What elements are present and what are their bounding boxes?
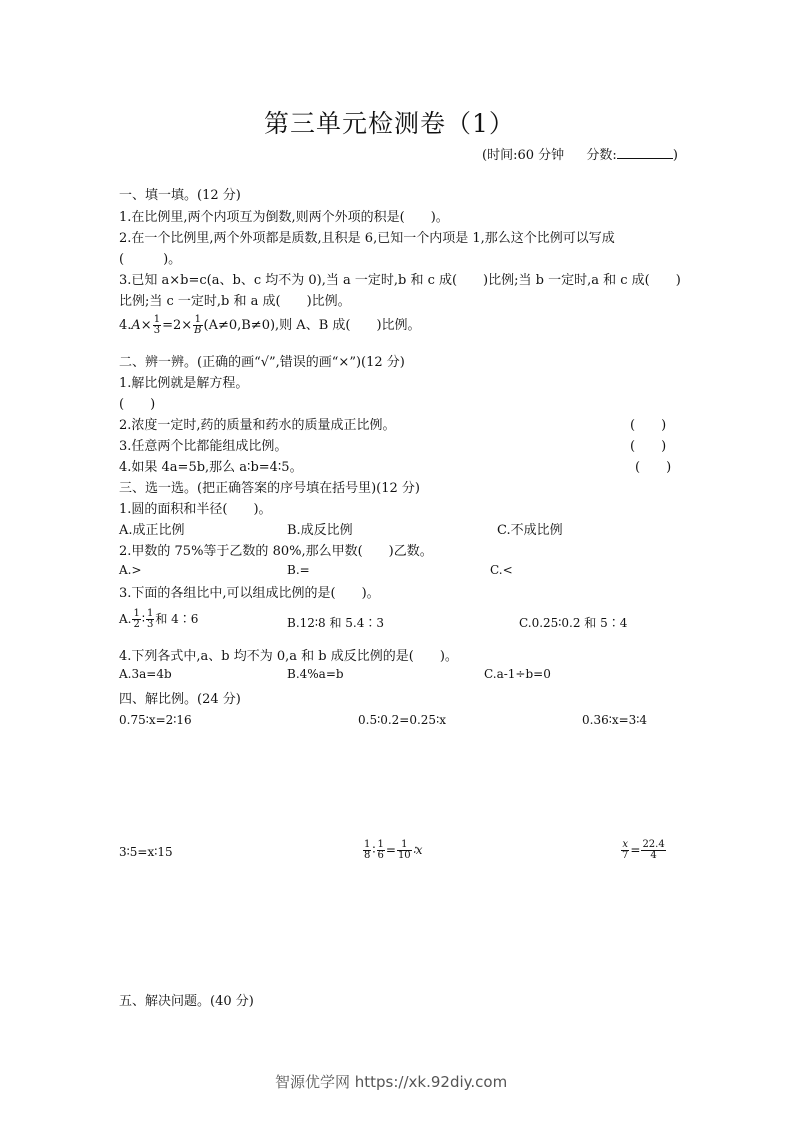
frac-denominator: 3 <box>153 325 161 336</box>
s3-q3-option-c: C.0.25∶0.2 和 5∶4 <box>519 616 628 630</box>
s3-q2-option-b: B.= <box>287 563 310 577</box>
s2-q2-paren: ( ) <box>630 418 667 433</box>
s4-equation-1: 0.75∶x=2∶16 <box>119 713 192 727</box>
s3-q3-option-a <box>119 609 198 630</box>
s1-q4-times: × <box>140 318 152 333</box>
section3-heading: 三、选一选。(把正确答案的序号填在括号里)(12 分) <box>119 481 420 496</box>
s1-q4-A: A <box>131 318 141 333</box>
frac-numerator: x <box>622 839 628 850</box>
section1-heading: 一、填一填。(12 分) <box>119 188 241 203</box>
s3-q1-option-c: C.不成比例 <box>497 523 563 538</box>
s4-equation-6 <box>620 840 667 861</box>
s4-equation-2: 0.5∶0.2=0.25∶x <box>358 713 446 727</box>
section4-heading: 四、解比例。(24 分) <box>119 692 241 707</box>
frac-numerator: 1 <box>397 840 412 851</box>
s3-q3-a-frac2 <box>146 609 154 630</box>
s4-e6-eq: = <box>630 843 641 857</box>
s1-q3-line1: 3.已知 a×b=c(a、b、c 均不为 0),当 a 一定时,b 和 c 成( )比例;当 b 一定时,a 和 c 成( ) <box>119 273 681 288</box>
frac-denominator: 8 <box>364 850 371 861</box>
s4-equation-5 <box>362 840 423 861</box>
score-blank <box>617 147 673 159</box>
s4-e5-colon1: ∶ <box>372 843 376 857</box>
s3-q4-option-a: A.3a=4b <box>119 667 172 681</box>
frac-denominator: 7 <box>622 850 629 861</box>
frac-numerator: 22.4 <box>642 839 665 850</box>
s1-q2-line2: ( )。 <box>119 252 182 267</box>
frac-numerator: 1 <box>133 608 140 619</box>
s1-q4-mid: =2× <box>162 318 193 333</box>
s3-q3-a-prefix: A. <box>119 612 132 626</box>
s4-e5-eq: = <box>385 843 396 857</box>
s4-e6-frac2 <box>641 840 665 861</box>
section5-heading: 五、解决问题。(40 分) <box>119 994 254 1009</box>
s2-q3: 3.任意两个比都能组成比例。 <box>119 439 288 454</box>
s2-q2: 2.浓度一定时,药的质量和药水的质量成正比例。 <box>119 418 396 433</box>
s1-q4-frac1 <box>153 315 161 336</box>
s3-q1-option-a: A.成正比例 <box>119 523 185 538</box>
s3-q2: 2.甲数的 75%等于乙数的 80%,那么甲数( )乙数。 <box>119 544 433 559</box>
s4-e6-frac1 <box>621 840 629 861</box>
page-title: 第三单元检测卷（1） <box>264 109 515 138</box>
frac-denominator: 6 <box>377 850 384 861</box>
s4-equation-3: 0.36∶x=3∶4 <box>582 713 648 727</box>
s3-q2-option-c: C.< <box>490 563 513 577</box>
frac-numerator: 1 <box>364 839 371 850</box>
s2-q4-paren: ( ) <box>635 460 672 475</box>
s3-q2-option-a: A.> <box>119 563 142 577</box>
s3-q3-a-colon: ∶ <box>141 612 145 626</box>
s1-q2-line1: 2.在一个比例里,两个外项都是质数,且积是 6,已知一个内项是 1,那么这个比例可以写成 <box>119 231 615 246</box>
s1-q4 <box>119 314 421 336</box>
frac-numerator: 1 <box>153 314 161 325</box>
s2-q1: 1.解比例就是解方程。 <box>119 376 249 391</box>
frac-denominator: 2 <box>133 619 140 630</box>
s4-equation-4: 3∶5=x∶15 <box>119 845 173 859</box>
s3-q4-option-b: B.4%a=b <box>287 667 344 681</box>
s1-q4-num: 4. <box>119 318 132 333</box>
s4-e5-colon2: ∶x <box>412 843 423 857</box>
s4-e5-frac3 <box>397 840 412 861</box>
frac-numerator: 1 <box>194 314 201 325</box>
section2-heading: 二、辨一辨。(正确的画“√”,错误的画“×”)(12 分) <box>119 355 405 370</box>
frac-numerator: 1 <box>377 839 384 850</box>
s3-q1: 1.圆的面积和半径( )。 <box>119 502 272 517</box>
s1-q4-frac2 <box>193 315 202 336</box>
frac-denominator: 10 <box>397 850 411 861</box>
time-text: (时间:60 分钟 <box>482 148 565 163</box>
footer-watermark: 智源优学网 https://xk.92diy.com <box>275 1073 508 1091</box>
s3-q4-option-c: C.a-1÷b=0 <box>484 667 551 681</box>
score-close: ) <box>672 148 678 163</box>
s3-q4: 4.下列各式中,a、b 均不为 0,a 和 b 成反比例的是( )。 <box>119 649 458 664</box>
frac-denominator: 3 <box>146 619 154 630</box>
score-label: 分数: <box>586 148 617 163</box>
s3-q1-option-b: B.成反比例 <box>287 523 353 538</box>
time-label <box>482 144 678 163</box>
frac-denominator: B <box>194 325 202 336</box>
s1-q4-rest: (A≠0,B≠0),则 A、B 成( )比例。 <box>203 318 421 333</box>
s2-q3-paren: ( ) <box>630 439 667 454</box>
frac-denominator: 4 <box>650 850 657 861</box>
s4-e5-frac1 <box>363 840 371 861</box>
s3-q3-a-frac1 <box>132 609 140 630</box>
frac-numerator: 1 <box>146 608 154 619</box>
s2-q4: 4.如果 4a=5b,那么 a∶b=4∶5。 <box>119 460 303 475</box>
s2-q1-paren: ( ) <box>119 397 156 412</box>
s1-q1: 1.在比例里,两个内项互为倒数,则两个外项的积是( )。 <box>119 210 449 225</box>
s3-q3-option-b: B.12∶8 和 5.4∶3 <box>287 616 385 630</box>
s3-q3: 3.下面的各组比中,可以组成比例的是( )。 <box>119 586 380 601</box>
s4-e5-frac2 <box>377 840 385 861</box>
s1-q3-line2: 比例;当 c 一定时,b 和 a 成( )比例。 <box>119 294 351 309</box>
s3-q3-a-post: 和 4∶6 <box>155 612 199 626</box>
